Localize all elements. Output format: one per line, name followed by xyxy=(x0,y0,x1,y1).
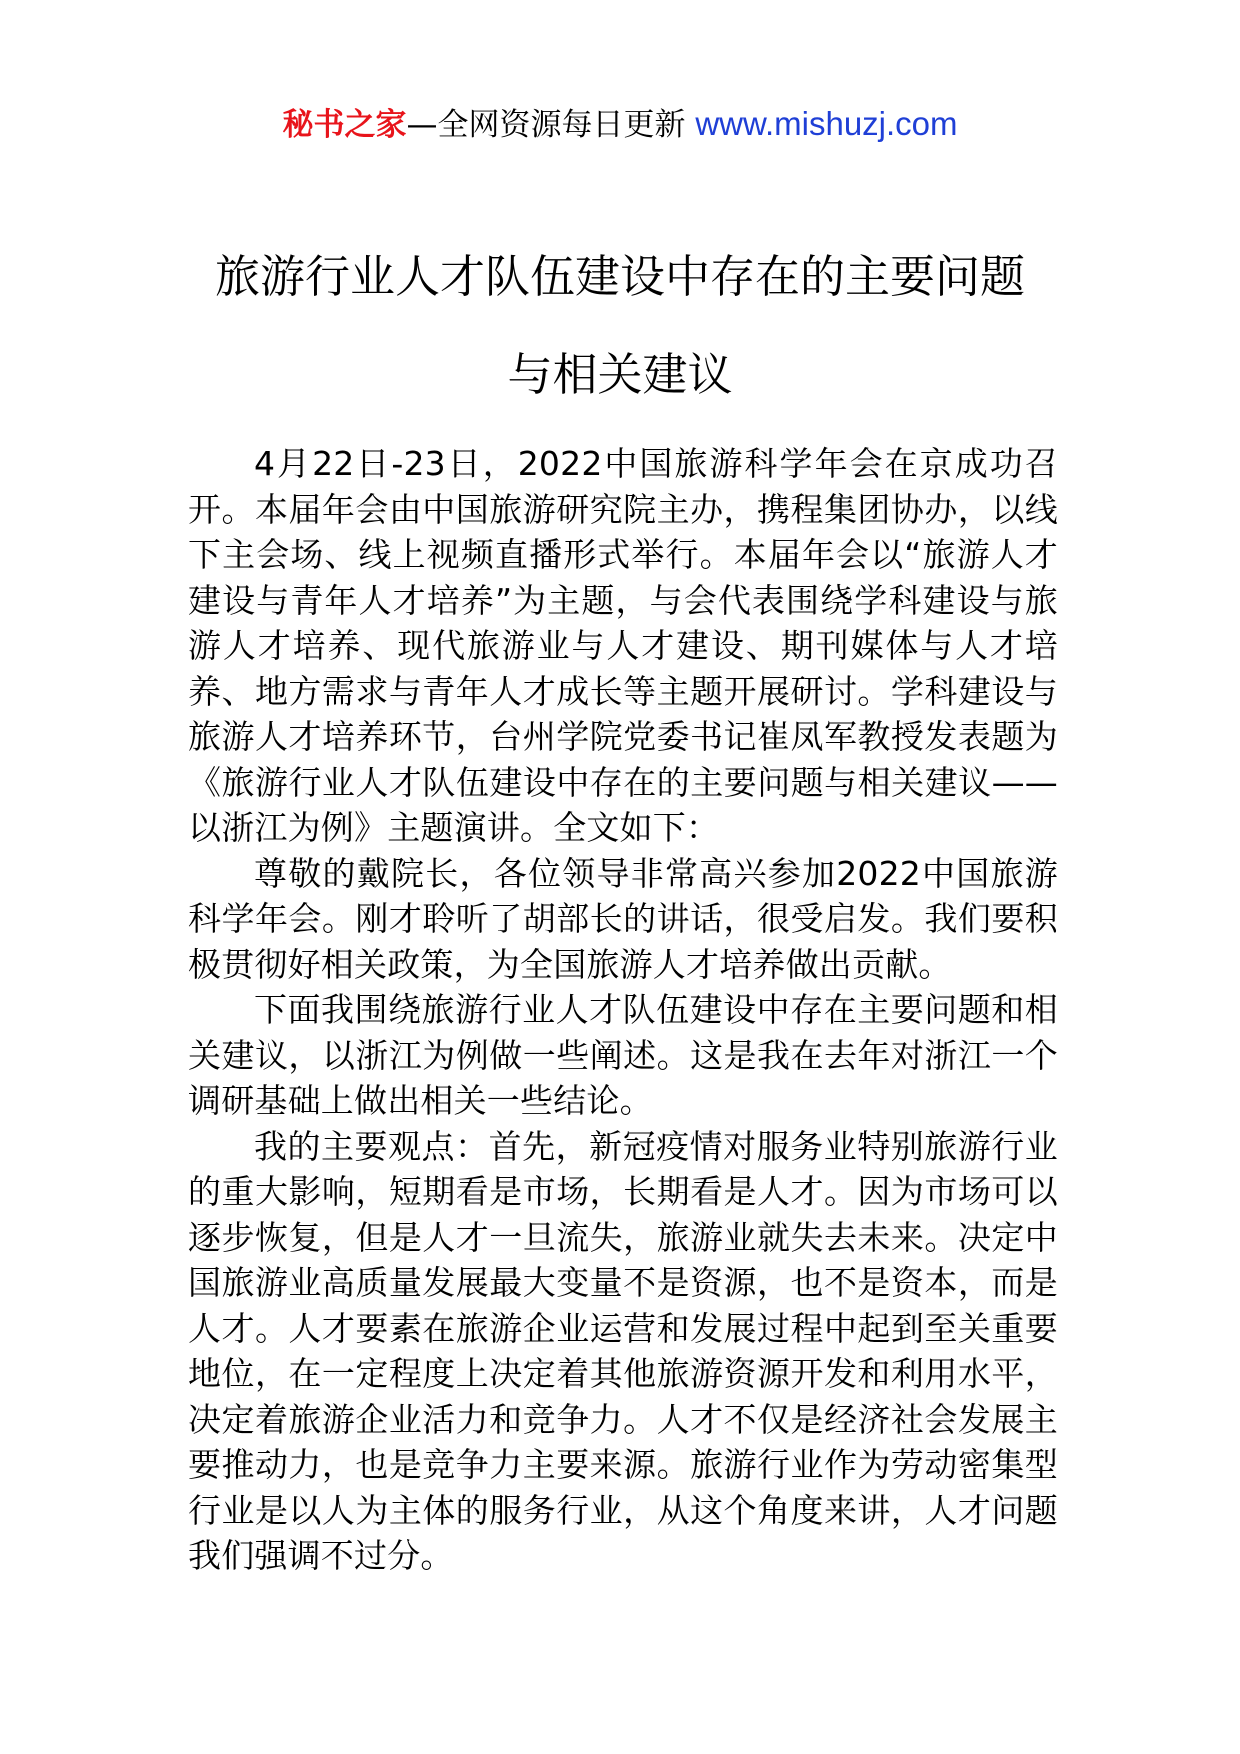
site-url-link[interactable]: www.mishuzj.com xyxy=(695,105,958,142)
paragraph-topic: 下面我围绕旅游行业人才队伍建设中存在主要问题和相关建议，以浙江为例做一些阐述。这是我在去年对浙江一个调研基础上做出相关一些结论。 xyxy=(188,990,1058,1120)
paragraph-main-view: 我的主要观点：首先，新冠疫情对服务业特别旅游行业的重大影响，短期看是市场，长期看是人才。因为市场可以逐步恢复，但是人才一旦流失，旅游业就失去未来。决定中国旅游业高质量发展最大变量不是资源，也不是资本，而是人才。人才要素在旅游企业运营和发展过程中起到至关重要地位，在一定程度上决定着其他旅游资源开发和利用水平，决定着旅游企业活力和竞争力。人才不仅是经济社会发展主要推动力，也是竞争力主要来源。旅游行业作为劳动密集型行业是以人为主体的服务行业，从这个角度来讲，人才问题我们强调不过分。 xyxy=(188,1126,1058,1575)
document-title-line-1: 旅游行业人才队伍建设中存在的主要问题 xyxy=(214,250,1025,303)
document-body xyxy=(188,441,1058,1579)
document-title-line-2: 与相关建议 xyxy=(507,348,733,401)
header-tagline: —全网资源每日更新 xyxy=(406,107,696,143)
document-title xyxy=(0,228,1240,424)
site-header xyxy=(0,100,1240,149)
paragraph-intro: 4月22日-23日，2022中国旅游科学年会在京成功召开。本届年会由中国旅游研究院主办，携程集团协办，以线下主会场、线上视频直播形式举行。本届年会以“旅游人才建设与青年人才培养”为主题，与会代表围绕学科建设与旅游人才培养、现代旅游业与人才建设、期刊媒体与人才培养、地方需求与青年人才成长等主题开展研讨。学科建设与旅游人才培养环节，台州学院党委书记崔凤军教授发表题为《旅游行业人才队伍建设中存在的主要问题与相关建议——以浙江为例》主题演讲。全文如下： xyxy=(188,444,1058,847)
brand-name: 秘书之家 xyxy=(282,107,407,143)
paragraph-greeting: 尊敬的戴院长，各位领导非常高兴参加2022中国旅游科学年会。刚才聆听了胡部长的讲话，很受启发。我们要积极贯彻好相关政策，为全国旅游人才培养做出贡献。 xyxy=(188,853,1058,984)
